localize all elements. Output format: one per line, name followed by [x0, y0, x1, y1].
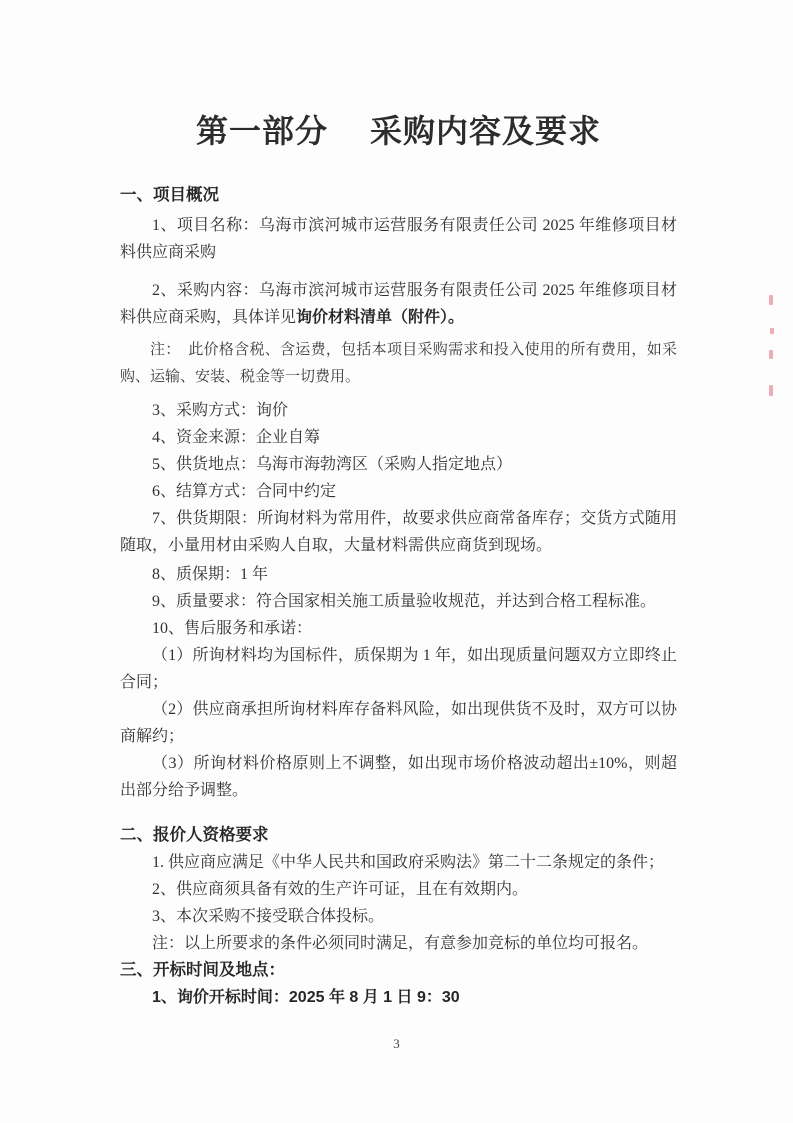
after-sales-sub-item-3: （3）所询材料价格原则上不调整，如出现市场价格波动超出±10%，则超出部分给予调整。 — [120, 755, 677, 800]
page-title: 第一部分 采购内容及要求 — [195, 113, 601, 149]
procurement-content-item — [120, 277, 677, 331]
section1-heading: 一、项目概况 — [120, 186, 219, 205]
after-sales-sub-item-1: （1）所询材料均为国标件，质保期为 1 年，如出现质量问题双方立即终止合同； — [120, 647, 677, 692]
procurement-content-text: 2、采购内容：乌海市滨河城市运营服务有限责任公司 2025 年维修项目材料供应商采购，具体详见 — [120, 282, 677, 327]
page-number: 3 — [393, 1036, 400, 1051]
red-scan-artifact — [769, 350, 773, 359]
price-note: 注： 此价格含税、含运费，包括本项目采购需求和投入使用的所有费用，如采购、运输、安装、税金等一切费用。 — [120, 342, 677, 386]
qualification-item-1: 1. 供应商应满足《中华人民共和国政府采购法》第二十二条规定的条件； — [152, 854, 665, 872]
procurement-method-item: 3、采购方式：询价 — [152, 402, 289, 420]
quality-requirement-item: 9、质量要求：符合国家相关施工质量验收规范，并达到合格工程标准。 — [152, 593, 657, 611]
red-scan-artifact — [769, 295, 773, 305]
red-scan-artifact — [770, 328, 774, 334]
after-sales-item: 10、售后服务和承诺： — [152, 620, 313, 638]
document-content — [120, 0, 677, 1011]
bid-opening-time-item: 1、询价开标时间：2025 年 8 月 1 日 9：30 — [152, 989, 460, 1007]
inquiry-list-attachment-bold: 询价材料清单（附件）。 — [296, 309, 465, 327]
qualification-item-3: 3、本次采购不接受联合体投标。 — [152, 908, 385, 926]
qualification-note: 注：以上所要求的条件必须同时满足，有意参加竞标的单位均可报名。 — [152, 935, 649, 953]
settlement-method-item: 6、结算方式：合同中约定 — [152, 483, 337, 501]
section3-heading: 三、开标时间及地点： — [120, 961, 285, 980]
project-name-item: 1、项目名称：乌海市滨河城市运营服务有限责任公司 2025 年维修项目材料供应商采购 — [120, 217, 677, 262]
warranty-period-item: 8、质保期：1 年 — [152, 566, 269, 584]
delivery-period-item: 7、供货期限：所询材料为常用件，故要求供应商常备库存；交货方式随用随取，小量用材由采购人自取，大量材料需供应商货到现场。 — [120, 510, 677, 555]
red-scan-artifact — [769, 385, 773, 396]
funding-source-item: 4、资金来源：企业自筹 — [152, 429, 321, 447]
qualification-item-2: 2、供应商须具备有效的生产许可证，且在有效期内。 — [152, 881, 529, 899]
section2-heading: 二、报价人资格要求 — [120, 826, 269, 845]
after-sales-sub-item-2: （2）供应商承担所询材料库存备料风险，如出现供货不及时，双方可以协商解约； — [120, 701, 677, 746]
delivery-location-item: 5、供货地点：乌海市海勃湾区（采购人指定地点） — [152, 456, 513, 474]
